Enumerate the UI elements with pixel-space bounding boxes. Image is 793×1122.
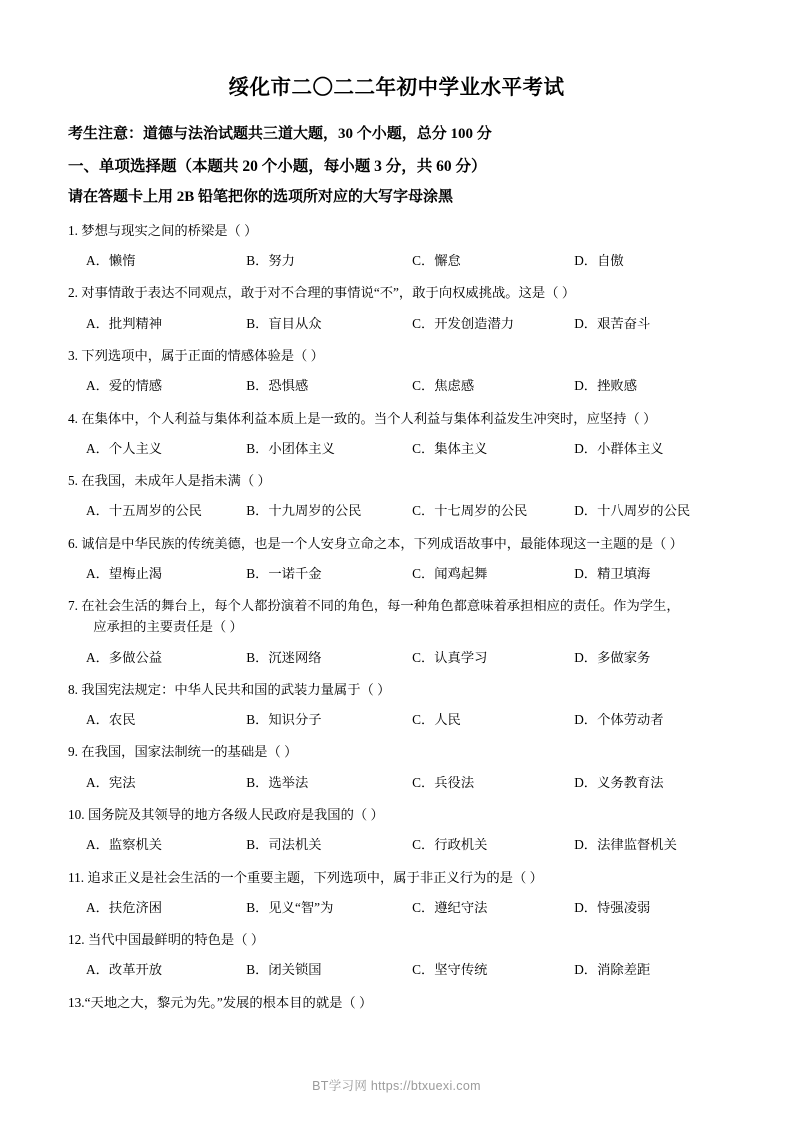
question-stem: 11. 追求正义是社会生活的一个重要主题，下列选项中，属于非正义行为的是（ ） (68, 869, 543, 885)
option-a[interactable]: A．望梅止渴 (86, 565, 163, 581)
option-a[interactable]: A．批判精神 (86, 315, 163, 331)
option-a[interactable]: A．宪法 (86, 774, 136, 790)
question-stem: 5. 在我国，未成年人是指未满（ ） (68, 473, 271, 489)
question-options (68, 438, 725, 459)
option-b[interactable]: B．盲目从众 (246, 315, 322, 331)
option-c[interactable]: C．遵纪守法 (412, 899, 488, 915)
section-instruction: 请在答题卡上用 2B 铅笔把你的选项所对应的大写字母涂黑 (68, 189, 454, 206)
option-b[interactable]: B．小团体主义 (246, 440, 335, 456)
option-d[interactable]: D．挫败感 (574, 378, 637, 394)
option-c[interactable]: C．坚守传统 (412, 962, 488, 978)
option-d[interactable]: D．十八周岁的公民 (574, 503, 691, 519)
question-options (68, 959, 725, 980)
exam-notice: 考生注意：道德与法治试题共三道大题，30 个小题，总分 100 分 (68, 125, 492, 142)
question-options (68, 834, 725, 855)
option-a[interactable]: A．多做公益 (86, 649, 163, 665)
question-stem: 8. 我国宪法规定：中华人民共和国的武装力量属于（ ） (68, 681, 391, 697)
option-c[interactable]: C．懈怠 (412, 253, 461, 269)
option-d[interactable]: D．艰苦奋斗 (574, 315, 651, 331)
question-options (68, 250, 725, 271)
question-options (68, 709, 725, 730)
option-b[interactable]: B．闭关锁国 (246, 962, 322, 978)
question-stem: 1. 梦想与现实之间的桥梁是（ ） (68, 222, 258, 238)
option-a[interactable]: A．十五周岁的公民 (86, 503, 202, 519)
question-options (68, 897, 725, 918)
option-d[interactable]: D．个体劳动者 (574, 712, 664, 728)
option-d[interactable]: D．义务教育法 (574, 774, 664, 790)
option-b[interactable]: B．十九周岁的公民 (246, 503, 362, 519)
option-c[interactable]: C．认真学习 (412, 649, 488, 665)
option-c[interactable]: C．焦虑感 (412, 378, 475, 394)
question-stem: 6. 诚信是中华民族的传统美德，也是一个人安身立命之本，下列成语故事中，最能体现这一主题的是（ ） (68, 535, 683, 551)
question-stem-line1: 7. 在社会生活的舞台上，每个人都扮演着不同的角色，每一种角色都意味着承担相应的责任。作为学生， (68, 598, 680, 614)
option-b[interactable]: B．见义“智”为 (246, 899, 334, 915)
option-b[interactable]: B．沉迷网络 (246, 649, 322, 665)
question-stem: 4. 在集体中，个人利益与集体利益本质上是一致的。当个人利益与集体利益发生冲突时，应坚持（ ） (68, 410, 657, 426)
option-b[interactable]: B．一诺千金 (246, 565, 322, 581)
question-stem: 13.“天地之大，黎元为先。”发展的根本目的就是（ ） (68, 994, 373, 1010)
option-c[interactable]: C．人民 (412, 712, 461, 728)
question-options (68, 647, 725, 668)
option-c[interactable]: C．兵役法 (412, 774, 475, 790)
question-stem: 9. 在我国，国家法制统一的基础是（ ） (68, 744, 298, 760)
question-options (68, 313, 725, 334)
option-c[interactable]: C．闻鸡起舞 (412, 565, 488, 581)
option-a[interactable]: A．监察机关 (86, 837, 163, 853)
option-d[interactable]: D．消除差距 (574, 962, 651, 978)
question-options (68, 772, 725, 793)
option-a[interactable]: A．扶危济困 (86, 899, 163, 915)
option-c[interactable]: C．开发创造潜力 (412, 315, 515, 331)
option-c[interactable]: C．行政机关 (412, 837, 488, 853)
option-b[interactable]: B．选举法 (246, 774, 309, 790)
option-d[interactable]: D．法律监督机关 (574, 837, 677, 853)
question-stem: 3. 下列选项中，属于正面的情感体验是（ ） (68, 348, 324, 363)
question-stem: 10. 国务院及其领导的地方各级人民政府是我国的（ ） (68, 806, 384, 822)
option-b[interactable]: B．努力 (246, 253, 295, 269)
page-title: 绥化市二〇二二年初中学业水平考试 (228, 77, 565, 99)
option-d[interactable]: D．多做家务 (574, 649, 651, 665)
question-stem (68, 595, 725, 638)
option-b[interactable]: B．知识分子 (246, 712, 322, 728)
option-a[interactable]: A．改革开放 (86, 962, 163, 978)
question-options (68, 500, 725, 521)
option-c[interactable]: C．集体主义 (412, 440, 488, 456)
option-a[interactable]: A．懒惰 (86, 253, 136, 269)
question-stem: 2. 对事情敢于表达不同观点，敢于对不合理的事情说“不”，敢于向权威挑战。这是（ ） (68, 285, 576, 301)
question-options (68, 563, 725, 584)
option-d[interactable]: D．小群体主义 (574, 440, 664, 456)
option-a[interactable]: A．个人主义 (86, 440, 163, 456)
option-d[interactable]: D．自傲 (574, 253, 624, 269)
question-stem-line2: 应承担的主要责任是（ ） (93, 619, 243, 635)
option-d[interactable]: D．精卫填海 (574, 565, 651, 581)
question-options (68, 375, 725, 396)
option-b[interactable]: B．司法机关 (246, 837, 322, 853)
watermark: BT学习网 https://btxuexi.com (312, 1079, 481, 1093)
option-a[interactable]: A．农民 (86, 712, 136, 728)
option-a[interactable]: A．爱的情感 (86, 378, 163, 394)
option-c[interactable]: C．十七周岁的公民 (412, 503, 528, 519)
option-d[interactable]: D．恃强凌弱 (574, 899, 651, 915)
option-b[interactable]: B．恐惧感 (246, 378, 309, 394)
section-heading: 一、单项选择题（本题共 20 个小题，每小题 3 分，共 60 分） (68, 158, 487, 176)
question-stem: 12. 当代中国最鲜明的特色是（ ） (68, 932, 265, 948)
